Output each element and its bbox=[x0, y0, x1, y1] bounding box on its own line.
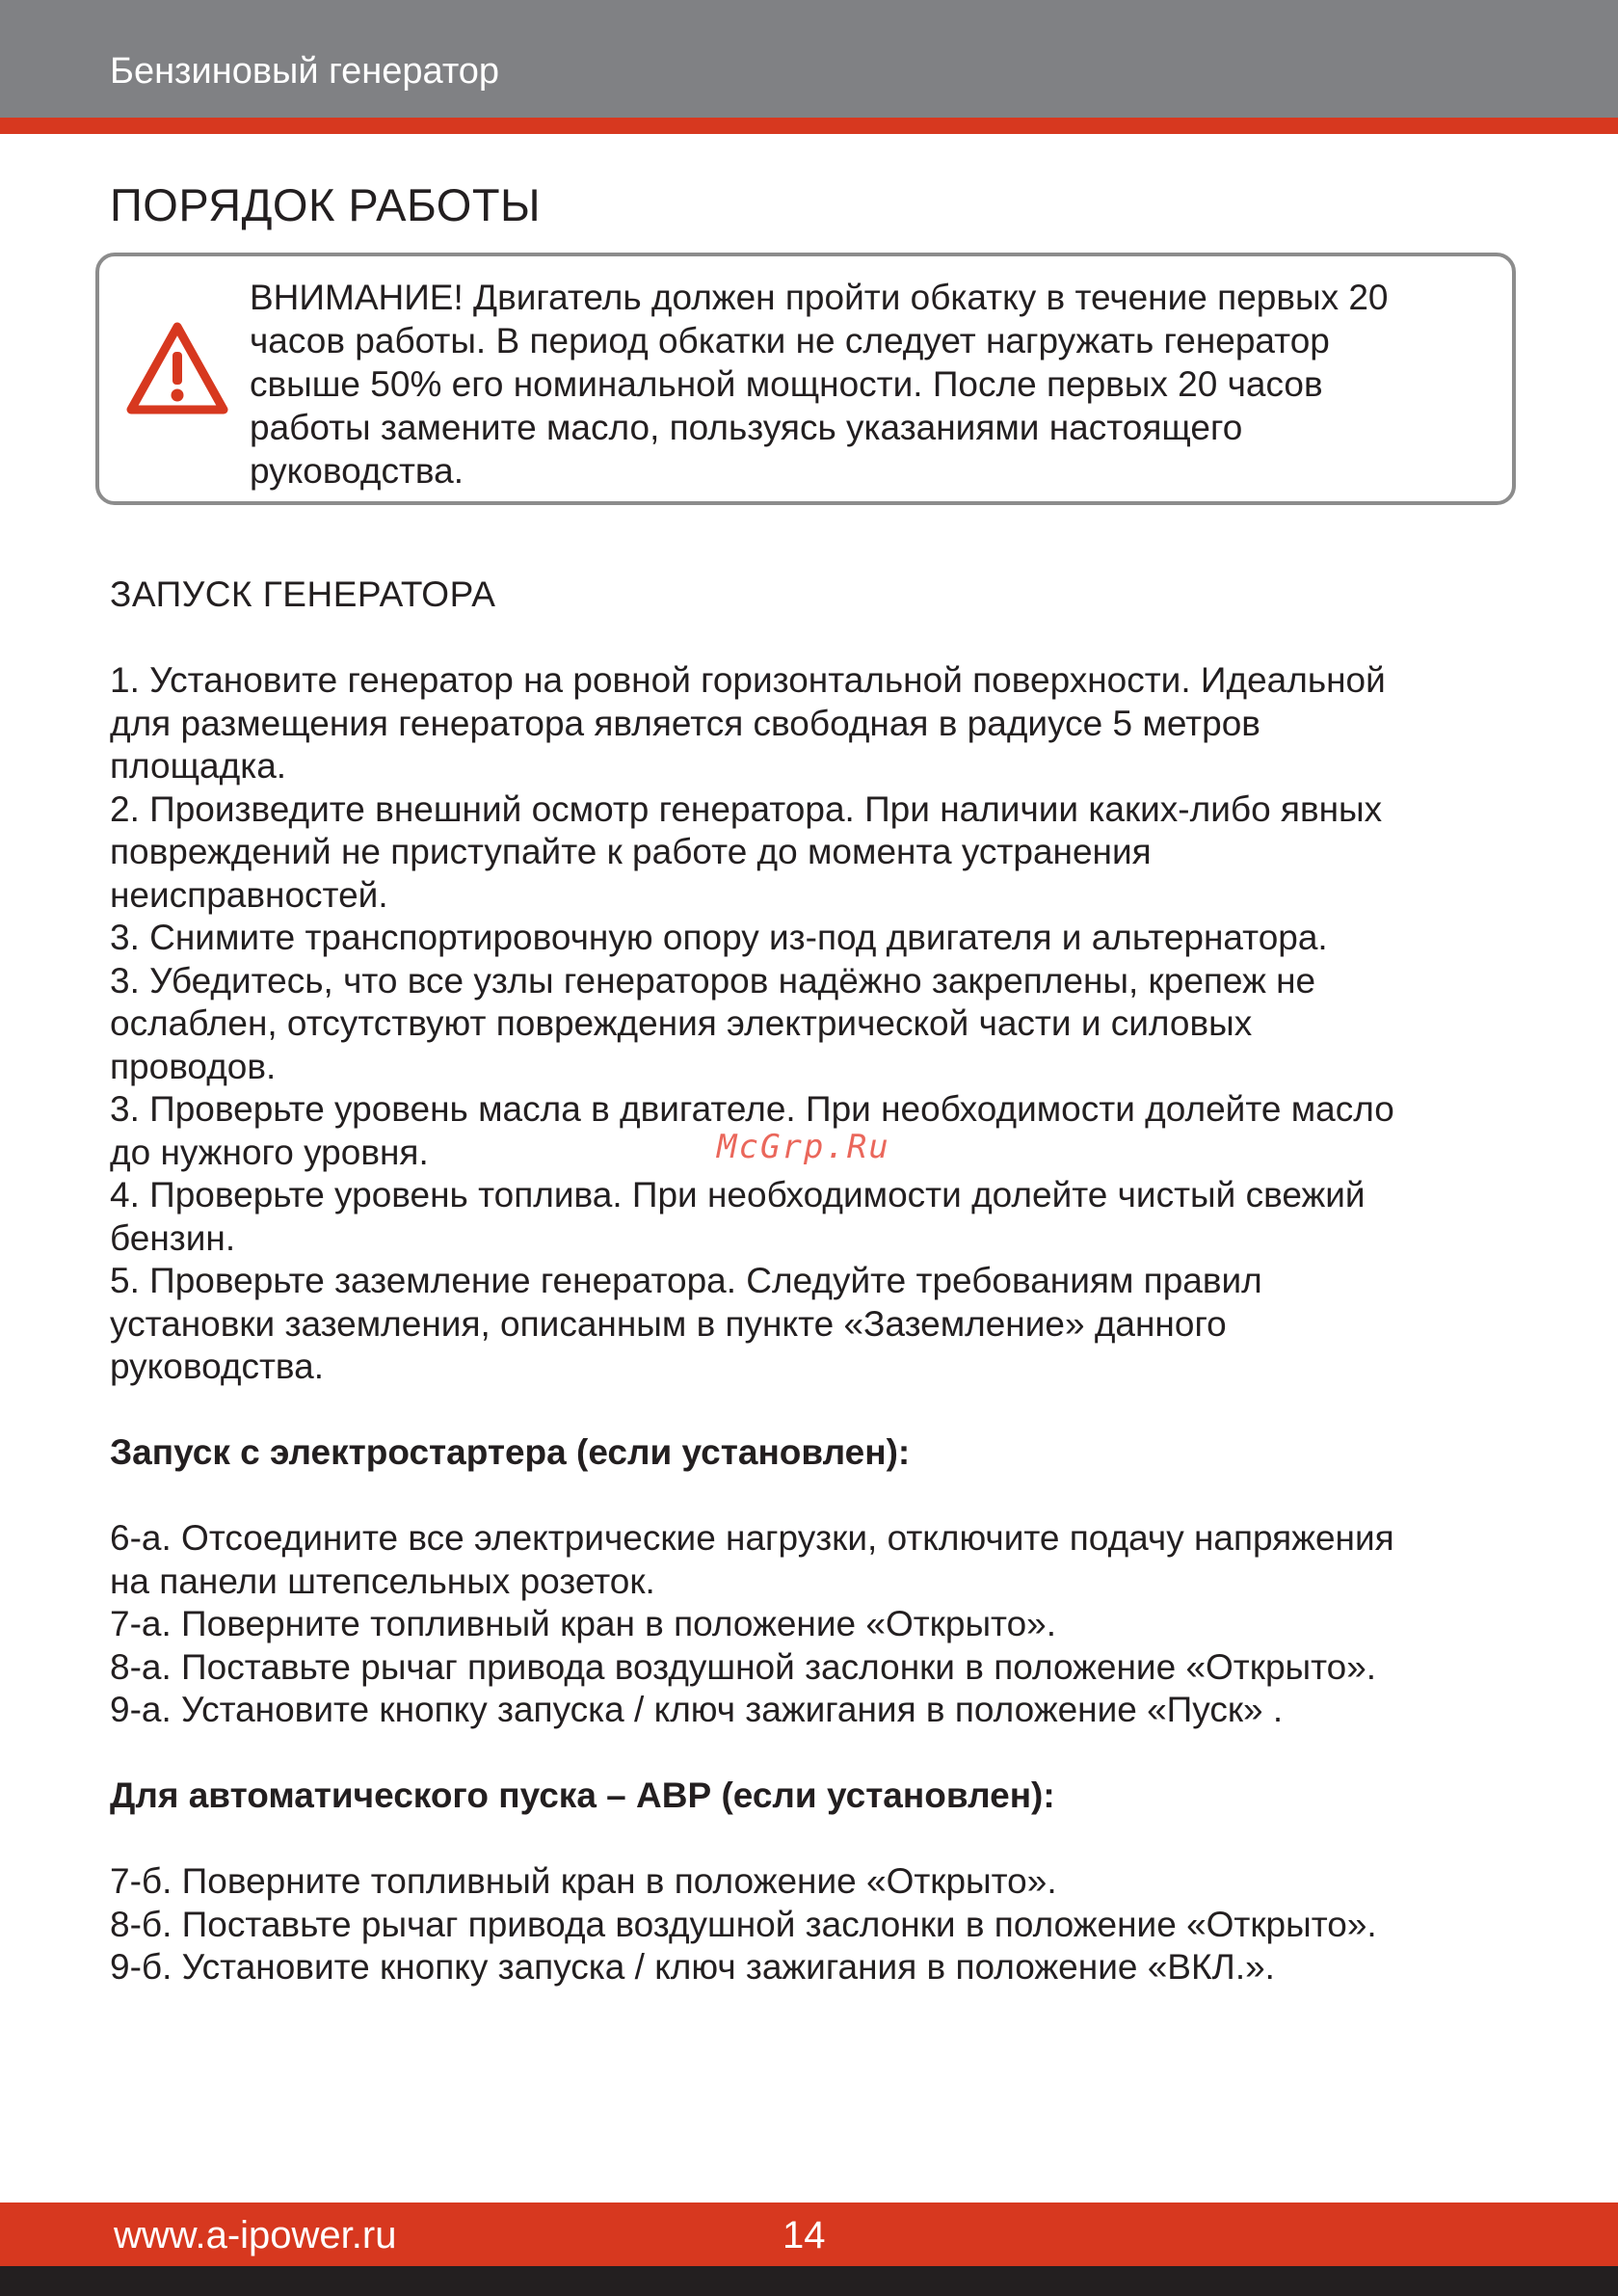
step-line: ослаблен, отсутствуют повреждения электрической части и силовых bbox=[110, 1003, 1253, 1043]
page-number: 14 bbox=[782, 2214, 826, 2256]
step-line: 1. Установите генератор на ровной горизонтальной поверхности. Идеальной bbox=[110, 660, 1386, 700]
step-line: 3. Проверьте уровень масла в двигателе. При необходимости долейте масло bbox=[110, 1089, 1394, 1129]
step-line: 8-а. Поставьте рычаг привода воздушной заслонки в положение «Открыто». bbox=[110, 1646, 1377, 1687]
step-line: 6-а. Отсоедините все электрические нагрузки, отключите подачу напряжения bbox=[110, 1518, 1394, 1558]
spacer bbox=[110, 1475, 1507, 1518]
main-content bbox=[110, 574, 1507, 1989]
warning-text bbox=[250, 276, 1502, 493]
warning-line: руководства. bbox=[250, 451, 464, 491]
step-line: проводов. bbox=[110, 1046, 277, 1086]
header-accent-stripe bbox=[0, 118, 1618, 134]
step-line: 7-б. Поверните топливный кран в положение «Открыто». bbox=[110, 1861, 1057, 1901]
step-line: 8-б. Поставьте рычаг привода воздушной заслонки в положение «Открыто». bbox=[110, 1904, 1377, 1944]
warning-triangle-icon bbox=[123, 319, 231, 419]
spacer bbox=[110, 1389, 1507, 1432]
section-heading: ЗАПУСК ГЕНЕРАТОРА bbox=[110, 574, 496, 614]
page-title: ПОРЯДОК РАБОТЫ bbox=[110, 179, 542, 230]
step-line: площадка. bbox=[110, 746, 287, 786]
step-line: 9-б. Установите кнопку запуска / ключ зажигания в положение «ВКЛ.». bbox=[110, 1947, 1275, 1987]
step-line: повреждений не приступайте к работе до момента устранения bbox=[110, 832, 1152, 871]
step-line: неисправностей. bbox=[110, 874, 388, 915]
step-line: 3. Убедитесь, что все узлы генераторов надёжно закреплены, крепеж не bbox=[110, 960, 1316, 1001]
step-line: 7-а. Поверните топливный кран в положение «Открыто». bbox=[110, 1604, 1056, 1643]
watermark: McGrp.Ru bbox=[717, 1128, 890, 1166]
step-line: 4. Проверьте уровень топлива. При необходимости долейте чистый свежий bbox=[110, 1175, 1366, 1215]
spacer bbox=[110, 1818, 1507, 1861]
step-line: на панели штепсельных розеток. bbox=[110, 1561, 655, 1601]
spacer bbox=[110, 617, 1507, 660]
step-line: 5. Проверьте заземление генератора. Следуйте требованиям правил bbox=[110, 1261, 1262, 1300]
header-title: Бензиновый генератор bbox=[110, 51, 500, 92]
step-line: руководства. bbox=[110, 1347, 324, 1386]
electric-start-heading: Запуск с электростартера (если установлен): bbox=[110, 1432, 911, 1472]
step-line: 9-а. Установите кнопку запуска / ключ зажигания в положение «Пуск» . bbox=[110, 1690, 1284, 1729]
spacer bbox=[110, 1732, 1507, 1775]
warning-line: часов работы. В период обкатки не следует нагружать генератор bbox=[250, 321, 1330, 360]
step-line: до нужного уровня. bbox=[110, 1132, 429, 1172]
step-line: бензин. bbox=[110, 1217, 236, 1258]
step-line: для размещения генератора является свободная в радиусе 5 метров bbox=[110, 703, 1260, 743]
footer-website-link[interactable]: www.a-ipower.ru bbox=[114, 2214, 397, 2256]
footer-dark-strip bbox=[0, 2266, 1618, 2296]
step-line: установки заземления, описанным в пункте «Заземление» данного bbox=[110, 1303, 1227, 1344]
warning-line: работы замените масло, пользуясь указаниями настоящего bbox=[250, 408, 1243, 447]
warning-line: ВНИМАНИЕ! Двигатель должен пройти обкатку в течение первых 20 bbox=[250, 278, 1389, 317]
step-line: 3. Снимите транспортировочную опору из-под двигателя и альтернатора. bbox=[110, 918, 1328, 957]
step-line: 2. Произведите внешний осмотр генератора. При наличии каких-либо явных bbox=[110, 788, 1383, 829]
warning-box bbox=[95, 253, 1516, 505]
warning-line: свыше 50% его номинальной мощности. После первых 20 часов bbox=[250, 364, 1323, 404]
auto-start-heading: Для автоматического пуска – АВР (если установлен): bbox=[110, 1775, 1055, 1815]
